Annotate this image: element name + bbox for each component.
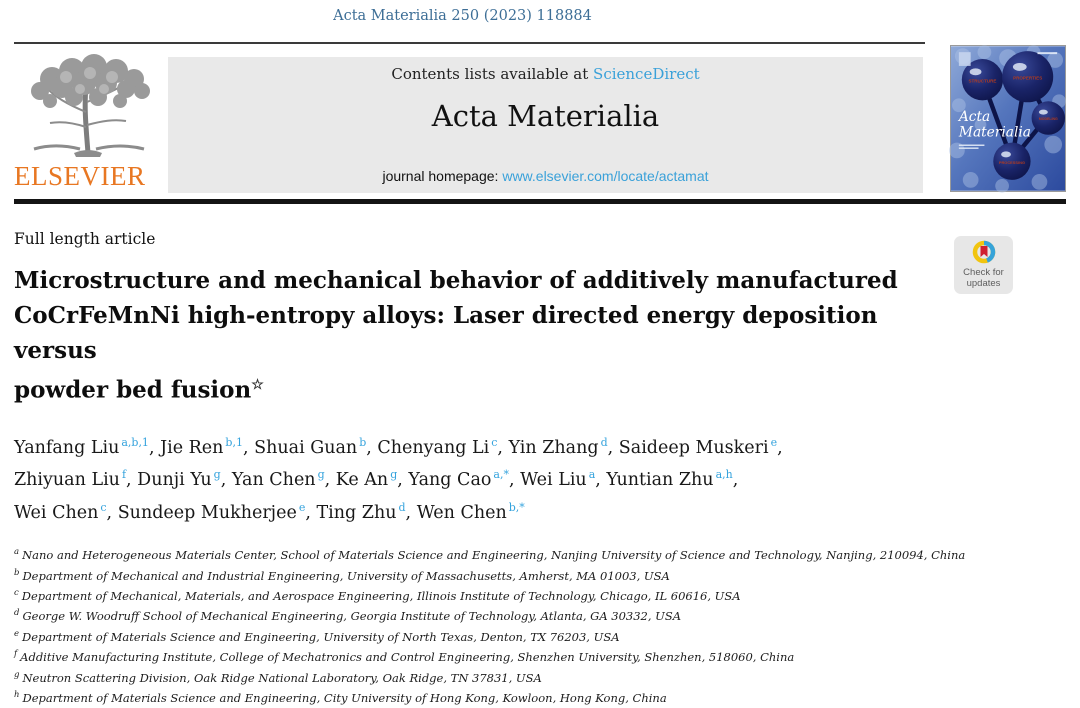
affiliation-item: [14, 565, 1066, 585]
author-affiliation-sup[interactable]: e: [770, 435, 778, 449]
article-type: Full length article: [14, 230, 156, 248]
author-name[interactable]: Ke An: [335, 470, 389, 491]
author-list: Yanfang Liu $^{a,b,1}$, Jie Ren $^{b,1}$, Shuai Guan $^b$, Chenyang Li $^c$, Yin Zhang $^d$, Saideep Muskeri $^e$, Zhiyuan Liu $^f$, Dunji Yu $^g$, Yan Chen $^g$, Ke An $^g$, Yang Cao $^{a,*}$, Wei Liu $^a$, Yuntian Zhu $^{a,h}$, Wei Chen $^c$, Sundeep Mukherjee $^e$, Ting Zhu $^d$, Wen Chen $^{b,*}$: [14, 435, 783, 524]
affiliation-label: f: [14, 649, 18, 660]
author-affiliation-sup[interactable]: d: [398, 501, 406, 515]
affiliation-text: Department of Mechanical, Materials, and Aerospace Engineering, Illinois Institute of Technology, Chicago, IL 60616, USA: [21, 588, 741, 603]
author-name[interactable]: Yuntian Zhu: [606, 470, 714, 491]
contents-prefix: Contents lists available at: [391, 65, 594, 83]
author-name[interactable]: Wei Chen: [14, 503, 99, 524]
affiliation-item: [14, 667, 1066, 687]
journal-title: Acta Materialia: [431, 99, 660, 133]
author-affiliation-sup[interactable]: c: [100, 501, 107, 515]
affiliation-text: Department of Materials Science and Engineering, City University of Hong Kong, Kowloon, Hong Kong, China: [22, 690, 667, 705]
affiliation-text: Department of Materials Science and Engineering, University of North Texas, Denton, TX 76203, USA: [22, 629, 620, 644]
header-divider: [14, 199, 1066, 204]
author-name[interactable]: Dunji Yu: [137, 470, 212, 491]
author-affiliation-sup[interactable]: b: [359, 435, 367, 449]
affiliation-text: Additive Manufacturing Institute, College of Mechatronics and Control Engineering, Shenzhen University, Shenzhen, 518060, China: [20, 650, 795, 665]
article-title: [14, 263, 954, 408]
elsevier-wordmark: ELSEVIER: [14, 161, 146, 191]
affiliation-item: [14, 626, 1066, 646]
affiliation-label: g: [14, 669, 20, 680]
affiliation-label: d: [14, 608, 20, 619]
check-updates-line2: updates: [966, 277, 1001, 289]
affiliation-text: Nano and Heterogeneous Materials Center, School of Materials Science and Engineering, Nanjing University of Science and Technology, Nanjing, 210094, China: [22, 547, 966, 562]
affiliation-item: [14, 605, 1066, 625]
author-name[interactable]: Jie Ren: [160, 437, 224, 458]
homepage-link[interactable]: www.elsevier.com/locate/actamat: [502, 168, 709, 184]
author-affiliation-sup[interactable]: g: [213, 468, 221, 482]
author-affiliation-sup[interactable]: a,h: [715, 468, 733, 482]
author-name[interactable]: Chenyang Li: [377, 437, 490, 458]
author-name[interactable]: Yang Cao: [408, 470, 492, 491]
affiliation-item: [14, 544, 1066, 564]
affiliation-text: Department of Mechanical and Industrial Engineering, University of Massachusetts, Amherst, MA 01003, USA: [22, 568, 670, 583]
affiliation-list: [14, 544, 1066, 707]
author-affiliation-sup[interactable]: b,1: [225, 435, 243, 449]
cover-label-properties: PROPERTIES: [1013, 75, 1043, 81]
author-name[interactable]: Ting Zhu: [316, 503, 397, 524]
author-name[interactable]: Zhiyuan Liu: [14, 470, 120, 491]
elsevier-tree-icon: [14, 57, 162, 161]
check-updates-line1: Check for: [963, 267, 1004, 278]
journal-cover-image[interactable]: [950, 45, 1066, 192]
author-name[interactable]: Sundeep Mukherjee: [117, 503, 297, 524]
author-affiliation-sup[interactable]: g: [390, 468, 398, 482]
author-affiliation-sup[interactable]: f: [121, 468, 127, 482]
top-divider: [14, 42, 925, 44]
author-name[interactable]: Yanfang Liu: [14, 437, 120, 458]
affiliation-text: Neutron Scattering Division, Oak Ridge National Laboratory, Oak Ridge, TN 37831, USA: [22, 670, 542, 685]
homepage-prefix: journal homepage:: [382, 168, 503, 184]
author-affiliation-sup[interactable]: c: [491, 435, 498, 449]
author-name[interactable]: Saideep Muskeri: [618, 437, 769, 458]
author-affiliation-sup[interactable]: e: [298, 501, 306, 515]
affiliation-item: [14, 687, 1066, 707]
cover-title-line2: Materialia: [958, 124, 1031, 141]
author-name[interactable]: Shuai Guan: [254, 437, 358, 458]
author-name[interactable]: Yin Zhang: [508, 437, 599, 458]
affiliation-item: [14, 585, 1066, 605]
cover-label-modeling: MODELING: [1038, 116, 1058, 121]
affiliation-label: a: [14, 547, 20, 558]
title-footnote-star[interactable]: ☆: [251, 377, 264, 393]
affiliation-label: c: [14, 587, 19, 598]
affiliation-label: h: [14, 690, 20, 701]
cover-label-processing: PROCESSING: [998, 160, 1026, 166]
author-affiliation-sup[interactable]: b,*: [508, 501, 525, 515]
author-name[interactable]: Yan Chen: [231, 470, 316, 491]
sciencedirect-link[interactable]: ScienceDirect: [593, 65, 700, 83]
author-affiliation-sup[interactable]: g: [317, 468, 325, 482]
contents-line: [168, 65, 923, 83]
elsevier-logo[interactable]: [14, 57, 166, 193]
homepage-line: [168, 168, 923, 184]
author-affiliation-sup[interactable]: a,b,1: [121, 435, 149, 449]
cover-title-line1: Acta: [958, 108, 991, 125]
journal-citation: Acta Materialia 250 (2023) 118884: [333, 8, 592, 24]
affiliation-item: [14, 646, 1066, 666]
author-affiliation-sup[interactable]: a,*: [493, 468, 509, 482]
author-name[interactable]: Wei Liu: [520, 470, 587, 491]
affiliation-label: e: [14, 628, 20, 639]
author-affiliation-sup[interactable]: a: [588, 468, 596, 482]
affiliation-text: George W. Woodruff School of Mechanical Engineering, Georgia Institute of Technology, Atlanta, GA 30332, USA: [22, 609, 682, 624]
author-name[interactable]: Wen Chen: [416, 503, 507, 524]
cover-label-structure: STRUCTURE: [968, 78, 997, 84]
author-affiliation-sup[interactable]: d: [600, 435, 608, 449]
affiliation-label: b: [14, 567, 20, 578]
article-title-text: Microstructure and mechanical behavior of additively manufactured CoCrFeMnNi high-entropy alloys: Laser directed energy deposition versus powder bed fusion: [14, 267, 898, 404]
journal-banner: [168, 57, 923, 193]
article-header: [14, 230, 1066, 708]
